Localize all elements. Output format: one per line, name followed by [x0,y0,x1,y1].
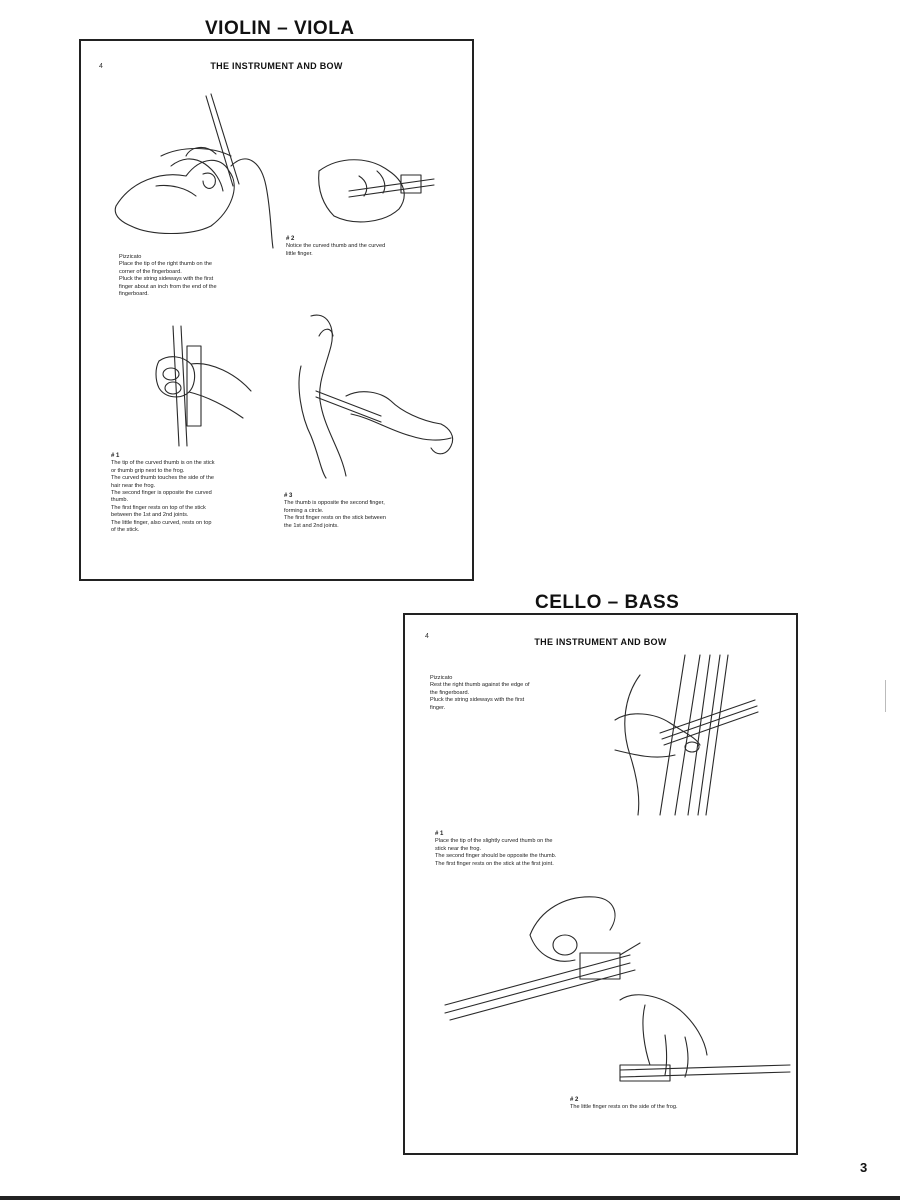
caption-line: hair near the frog. [111,482,156,489]
page-number: 3 [860,1160,868,1175]
violin-bow-grip-fig1-illustration [151,326,261,451]
caption-line: of the stick. [111,527,140,534]
caption-line: The second finger should be opposite the thumb. [435,853,557,860]
caption-line: corner of the fingerboard. [119,268,182,275]
caption-line: The tip of the curved thumb is on the stick [111,460,215,467]
caption-line: Notice the curved thumb and the curved [286,243,386,250]
violin-fig1-caption [111,453,291,534]
caption-title: Pizzicato [119,254,142,260]
violin-viola-panel [79,39,474,581]
caption-line: The first finger rests on the stick between [284,515,386,522]
violin-pizzicato-caption [119,254,289,298]
caption-line: between the 1st and 2nd joints. [111,512,189,519]
caption-line: forming a circle. [284,507,324,514]
violin-page-mark: 4 [99,63,103,70]
cello-panel-heading: THE INSTRUMENT AND BOW [534,637,667,647]
violin-bow-grip-fig2-illustration [309,131,439,246]
caption-line: The little finger rests on the side of the frog. [570,1104,678,1111]
caption-title: Pizzicato [430,675,453,681]
caption-line: the fingerboard. [430,689,470,696]
scan-edge-mark [885,680,886,712]
caption-line: Pluck the string sideways with the first [119,276,214,283]
caption-line: the 1st and 2nd joints. [284,522,339,529]
cello-fig2-caption [570,1097,790,1112]
caption-line: Place the tip of the slightly curved thumb on the [435,838,553,845]
caption-number: # 2 [286,236,295,242]
bottom-rule [0,1196,900,1200]
cello-pizzicato-illustration [610,655,775,820]
cello-bow-grip-illustration [445,885,790,1100]
caption-line: fingerboard. [119,291,149,298]
cello-bass-panel [403,613,798,1155]
caption-line: finger about an inch from the end of the [119,283,217,290]
violin-pizzicato-illustration [111,76,286,251]
violin-bow-hold-fig3-illustration [291,306,466,481]
caption-line: The second finger is opposite the curved [111,490,212,497]
caption-line: Place the tip of the right thumb on the [119,261,212,268]
caption-number: # 1 [435,831,444,837]
caption-line: thumb. [111,497,129,504]
violin-fig3-caption [284,493,464,530]
cello-fig1-caption [435,831,655,868]
caption-number: # 1 [111,453,120,459]
cello-pizzicato-caption [430,675,600,712]
violin-viola-title: VIOLIN – VIOLA [205,18,355,39]
caption-number: # 3 [284,493,293,499]
caption-line: The curved thumb touches the side of the [111,475,214,482]
caption-line: The thumb is opposite the second finger, [284,500,385,507]
violin-fig2-caption [286,236,466,258]
caption-line: The first finger rests on the stick at the first joint. [435,860,554,867]
cello-page-mark: 4 [425,633,429,640]
caption-number: # 2 [570,1097,579,1103]
caption-line: little finger. [286,250,313,257]
violin-panel-heading: THE INSTRUMENT AND BOW [210,61,343,71]
cello-bass-title: CELLO – BASS [535,592,680,613]
caption-line: The first finger rests on top of the stick [111,504,206,511]
caption-line: Rest the right thumb against the edge of [430,682,530,689]
caption-line: Pluck the string sideways with the first [430,697,525,704]
caption-line: finger. [430,704,446,711]
caption-line: The little finger, also curved, rests on top [111,519,212,526]
caption-line: or thumb grip next to the frog. [111,467,185,474]
caption-line: stick near the frog. [435,845,482,852]
